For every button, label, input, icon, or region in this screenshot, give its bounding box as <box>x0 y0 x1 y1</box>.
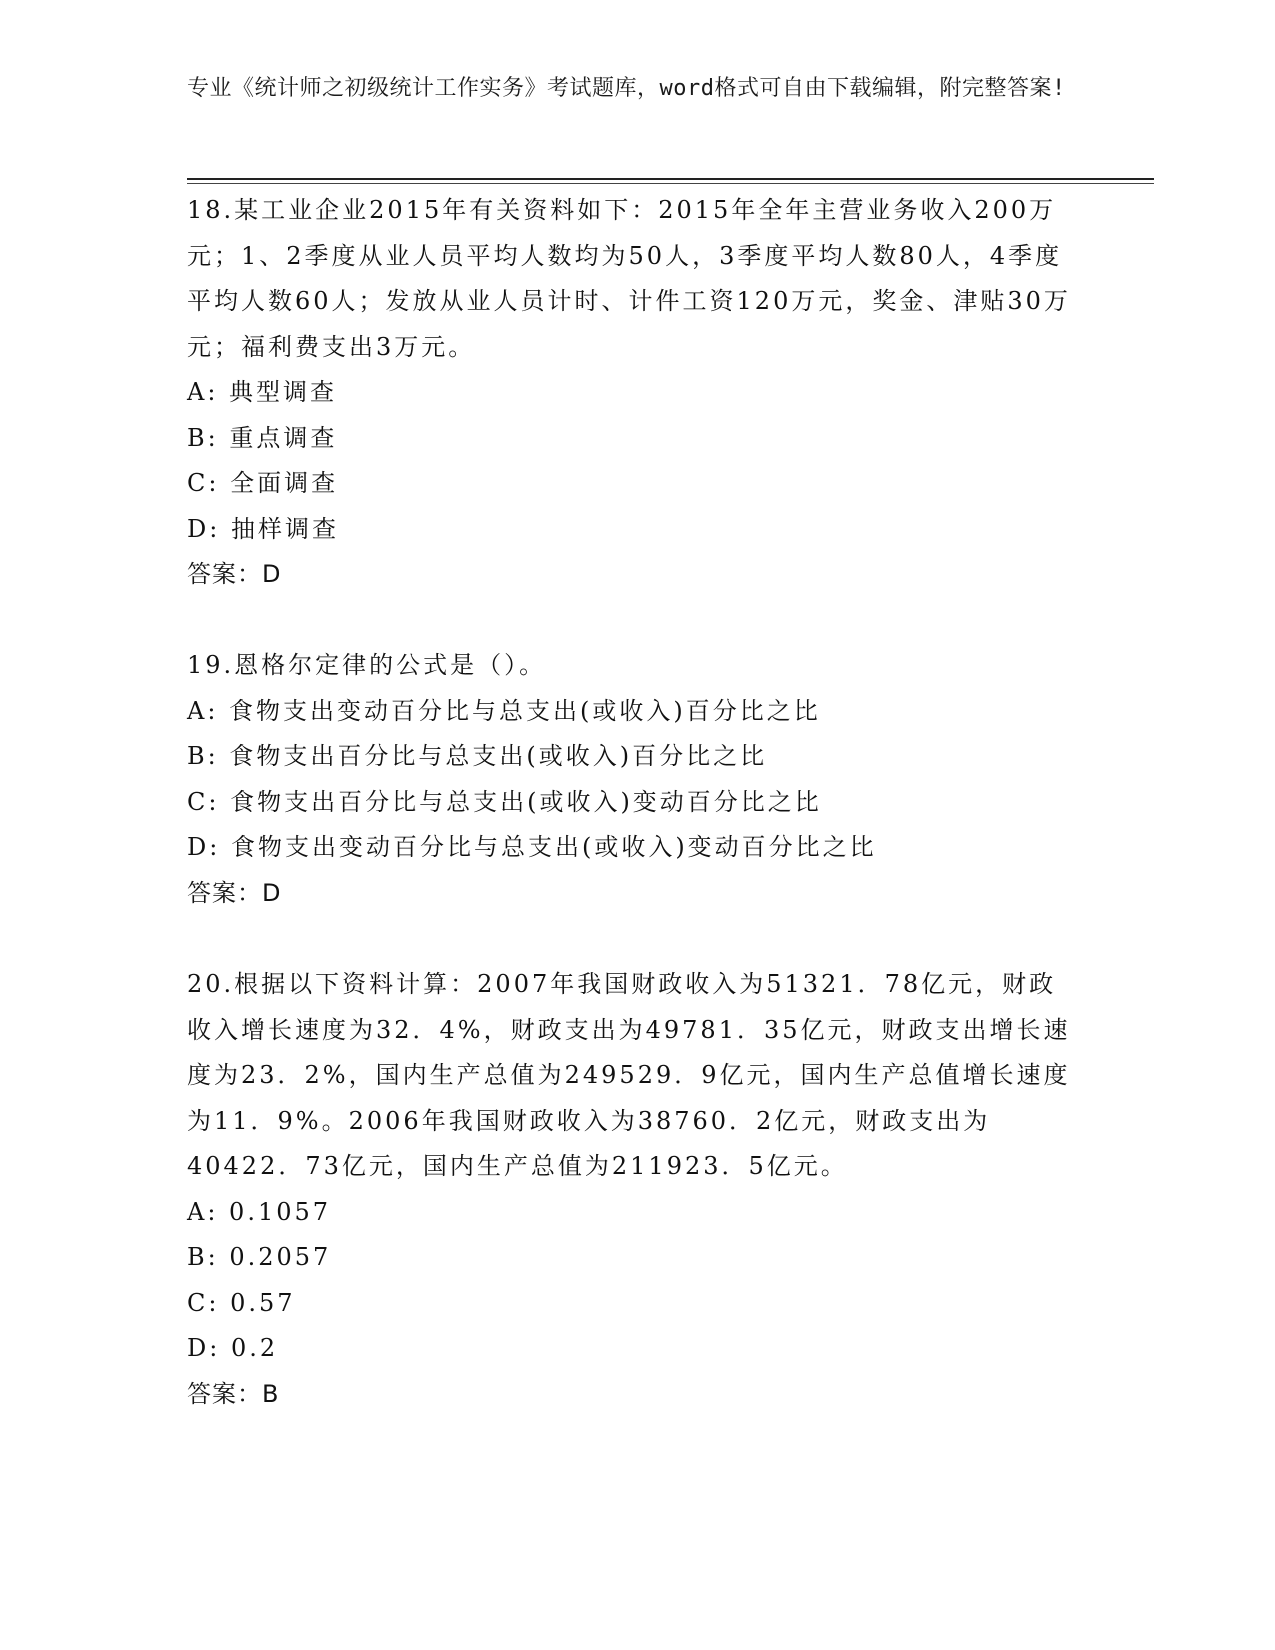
option-d: D: 0.2 <box>187 1334 279 1362</box>
question-stem: 20.根据以下资料计算：2007年我国财政收入为51321．78亿元，财政收入增长速度为32．4%，财政支出为49781．35亿元，财政支出增长速度为23．2%，国内生产总值为249529．9亿元，国内生产总值增长速度为11．9%。2006年我国财政收入为38760．2亿元，财政支出为40422．73亿元，国内生产总值为211923．5亿元。 <box>187 970 1071 1180</box>
option-d: D: 抽样调查 <box>187 514 339 543</box>
option-c: C: 0.57 <box>187 1288 296 1317</box>
question-18 <box>187 188 1077 598</box>
option-b: B: 重点调查 <box>187 423 338 452</box>
question-stem: 18.某工业企业2015年有关资料如下：2015年全年主营业务收入200万元；1、2季度从业人员平均人数均为50人，3季度平均人数80人，4季度平均人数60人；发放从业人员计时、计件工资120万元，奖金、津贴30万元；福利费支出3万元。 <box>187 196 1071 361</box>
header-divider-thin <box>187 183 1154 184</box>
option-a: A: 0.1057 <box>187 1197 332 1226</box>
question-20 <box>187 962 1077 1417</box>
option-c: C: 全面调查 <box>187 469 339 497</box>
option-a: A: 典型调查 <box>187 378 338 406</box>
option-b: B: 0.2057 <box>187 1243 332 1271</box>
header-divider-thick <box>187 178 1154 180</box>
answer-line: 答案：B <box>187 1379 280 1408</box>
option-b: B: 食物支出百分比与总支出(或收入)百分比之比 <box>187 742 768 770</box>
option-a: A: 食物支出变动百分比与总支出(或收入)百分比之比 <box>187 696 821 725</box>
option-c: C: 食物支出百分比与总支出(或收入)变动百分比之比 <box>187 787 822 816</box>
question-stem: 19.恩格尔定律的公式是（）。 <box>187 651 547 679</box>
question-19 <box>187 643 1077 916</box>
answer-line: 答案：D <box>187 560 282 588</box>
answer-line: 答案：D <box>187 878 282 907</box>
document-header: 专业《统计师之初级统计工作实务》考试题库，word格式可自由下载编辑，附完整答案! <box>187 76 1066 101</box>
option-d: D: 食物支出变动百分比与总支出(或收入)变动百分比之比 <box>187 833 877 861</box>
